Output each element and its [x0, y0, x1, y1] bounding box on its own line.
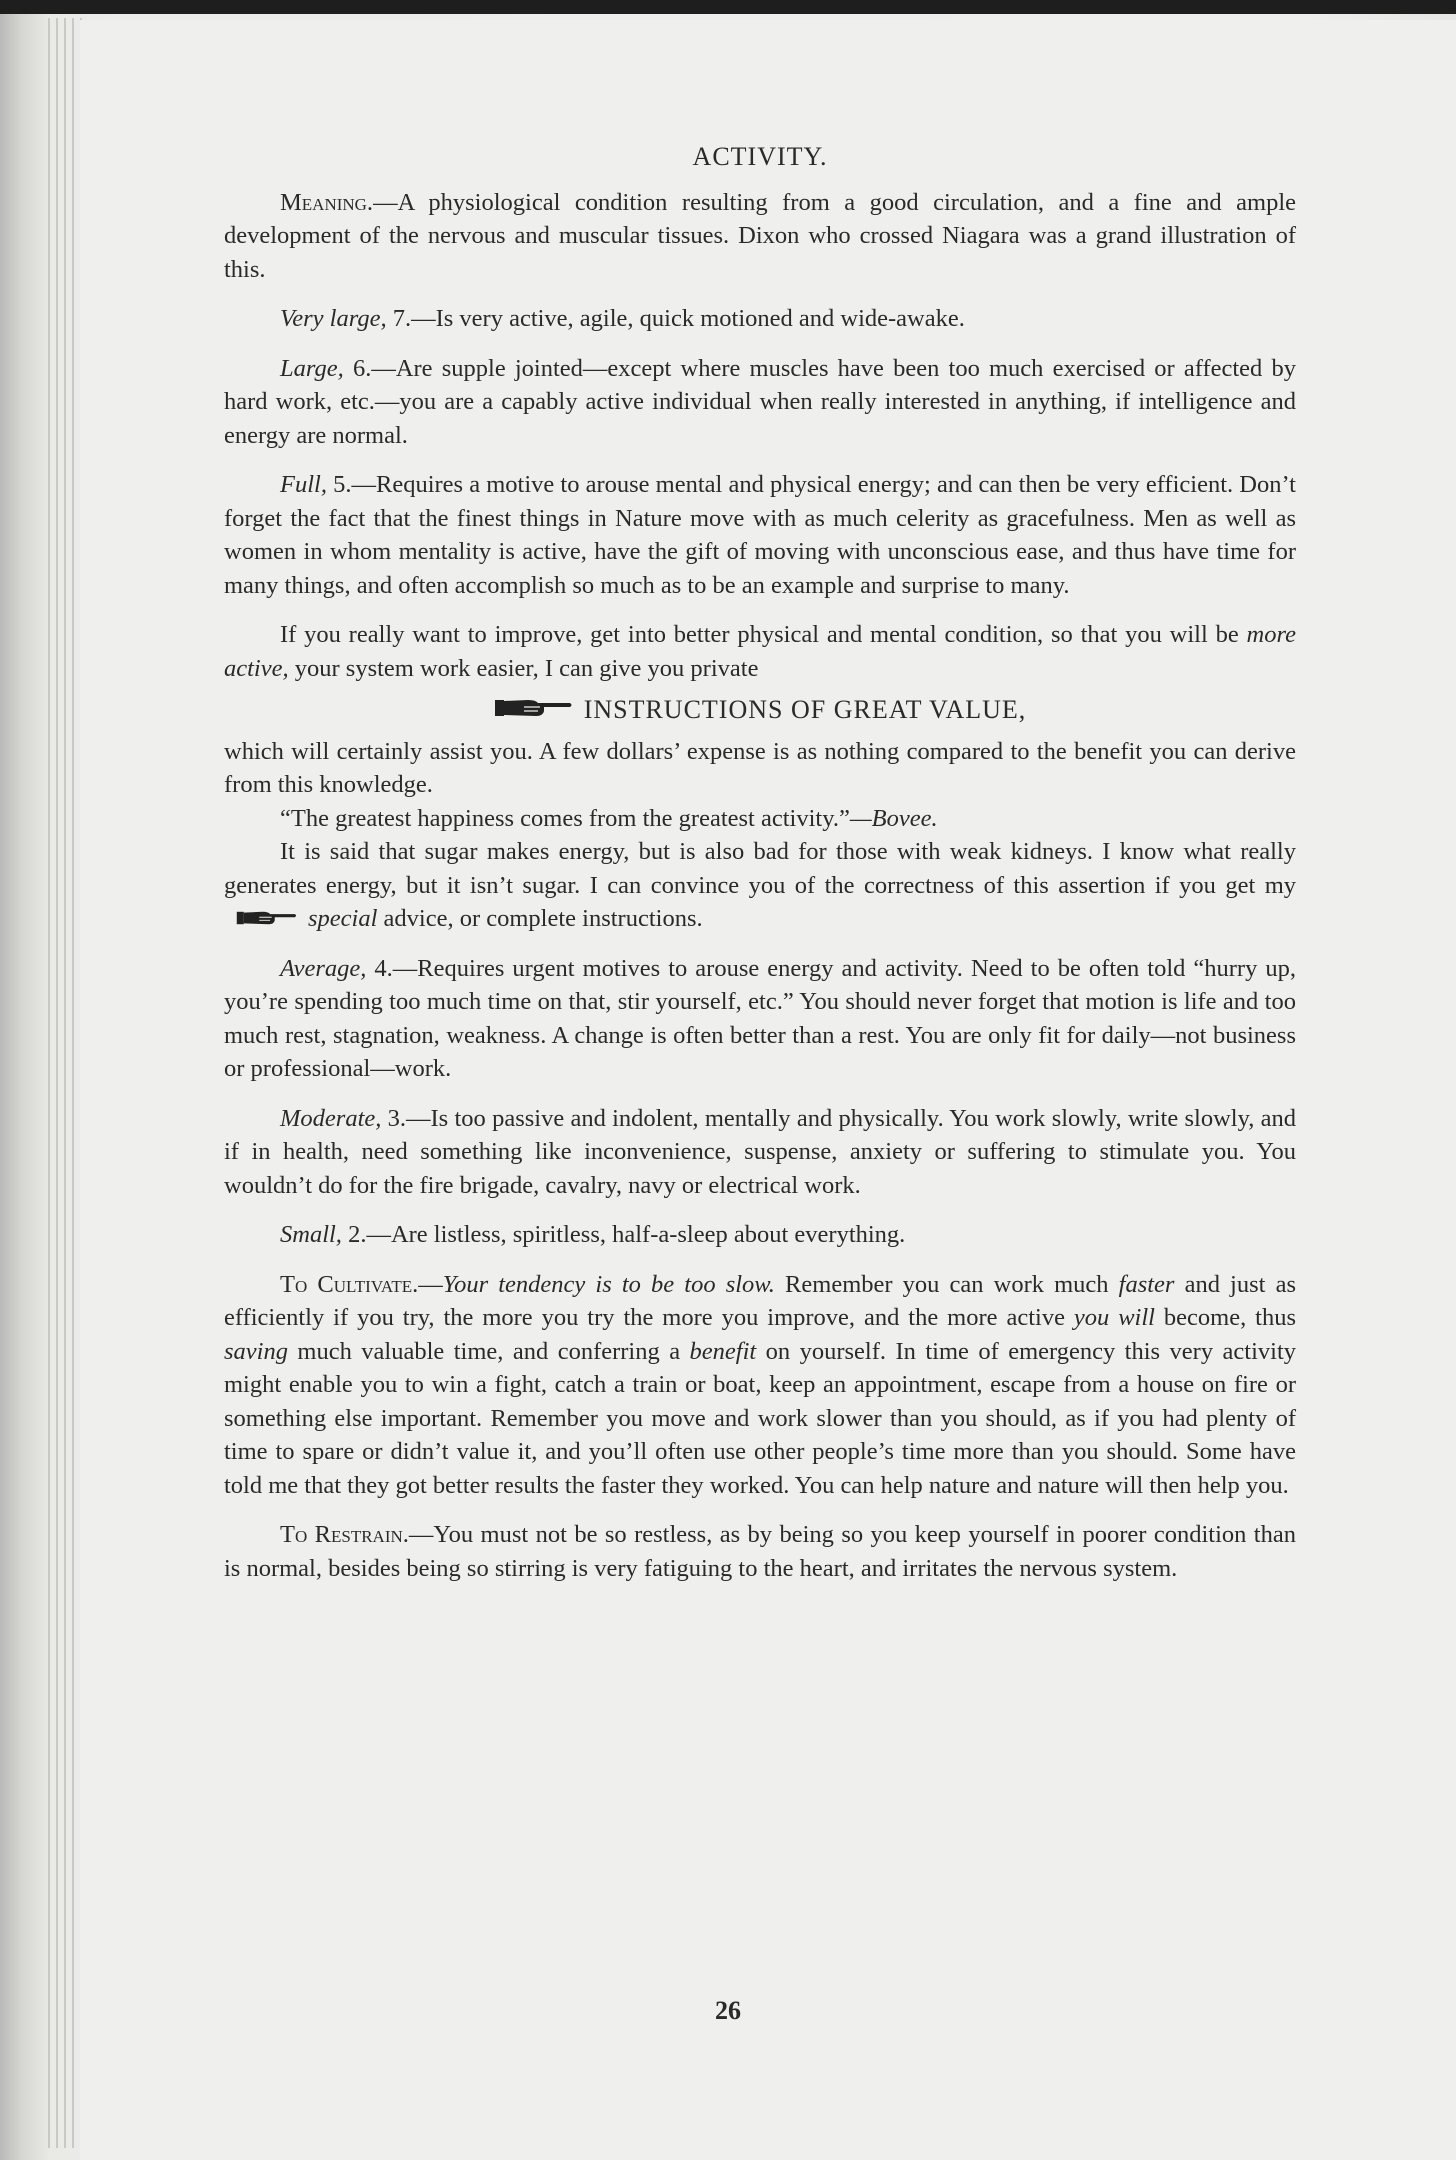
- sugar-emphasis: special: [308, 905, 378, 932]
- very-large-label: Very large,: [280, 305, 387, 332]
- paragraph-assist: which will certainly assist you. A few dollars’ expense is as nothing compared to the benefit you can derive from this knowledge.: [224, 737, 1296, 798]
- cultivate-text-4: much valuable time, and conferring a: [287, 1337, 690, 1365]
- cultivate-text-5: on yourself. In time of emergency this very activity might enable you to win a fight, catch a train or boat, keep an appointment, escape from a house on fire or something else important. Remember you move and work slower than you should, as if you had plenty of time to spare or didn’t value it, and you’ll often use other people’s time more than you should. Some have told me that they got better results the faster they worked. You can help nature and nature will then help you.: [224, 1337, 1296, 1499]
- quote-text: “The greatest happiness comes from the greatest activity.”: [280, 804, 850, 832]
- improve-emphasis: more active,: [224, 621, 1296, 682]
- paragraph-large: [224, 352, 1296, 453]
- quote-author: —Bovee.: [849, 804, 938, 832]
- full-label: Full,: [280, 471, 327, 498]
- paragraph-improve: [224, 618, 1296, 685]
- page-stack-edge: [48, 18, 82, 2148]
- cultivate-text-3: become, thus: [1154, 1304, 1296, 1331]
- average-text: 4.—Requires urgent motives to arouse energy and activity. Need to be often told “hurry up, you’re spending too much time on that, stir yourself, etc.” You should never forget that motion is life and too much rest, stagnation, weakness. A change is often better than a rest. You are only fit for daily—not business or professional—work.: [224, 954, 1296, 1082]
- cultivate-text-2: and just as efficiently if you try, the more you try the more you improve, and the more active: [224, 1270, 1296, 1331]
- restrain-text: —You must not be so restless, as by being so you keep yourself in poorer condition than is normal, besides being so stirring is very fatiguing to the heart, and irritates the nervous system.: [224, 1521, 1296, 1582]
- small-text: 2.—Are listless, spiritless, half-a-sleep about everything.: [341, 1221, 906, 1248]
- cultivate-emphasis-3: you will: [1073, 1304, 1155, 1331]
- paragraph-full: [224, 468, 1296, 602]
- average-label: Average,: [280, 954, 367, 982]
- cultivate-dash: —: [418, 1270, 443, 1298]
- large-label: Large,: [280, 354, 344, 382]
- paragraph-moderate: [224, 1102, 1296, 1203]
- cultivate-emphasis-1: Your tendency is to be too slow.: [442, 1270, 775, 1298]
- cultivate-emphasis-4: saving: [224, 1337, 288, 1365]
- page-number: 26: [715, 1996, 741, 2025]
- scanner-top-edge: [0, 0, 1456, 14]
- cultivate-emphasis-5: benefit: [689, 1337, 757, 1365]
- page-title: ACTIVITY.: [692, 142, 828, 171]
- paragraph-quote: [224, 802, 1296, 836]
- full-text: 5.—Requires a motive to arouse mental and physical energy; and can then be very efficient. Don’t forget the fact that the finest things in Nature move with as much celerity as gracefulness. Men as well as women in whom mentality is active, have the gift of moving with unconscious ease, and thus have time for many things, and often accomplish so much as to be an example and surprise to many.: [224, 471, 1296, 599]
- restrain-label: To Restrain.: [280, 1521, 409, 1548]
- cultivate-text-1: Remember you can work much: [774, 1270, 1119, 1298]
- instructions-heading-line: [224, 693, 1296, 727]
- improve-before: If you really want to improve, get into better physical and mental condition, so that you will be: [280, 621, 1247, 648]
- paragraph-meaning: [224, 186, 1296, 287]
- sugar-after: advice, or complete instructions.: [377, 905, 703, 932]
- meaning-text: —A physiological condition resulting from a good circulation, and a fine and ample development of the nervous and muscular tissues. Dixon who crossed Niagara was a grand illustration of this.: [224, 188, 1296, 283]
- instructions-heading: INSTRUCTIONS OF GREAT VALUE,: [583, 695, 1027, 724]
- small-label: Small,: [280, 1221, 342, 1248]
- paragraph-sugar: [224, 835, 1296, 936]
- paragraph-average: [224, 952, 1296, 1086]
- pointing-hand-icon: [494, 695, 574, 721]
- improve-after: your system work easier, I can give you private: [288, 654, 759, 682]
- pointing-hand-icon: [236, 907, 298, 929]
- cultivate-emphasis-2: faster: [1118, 1270, 1175, 1298]
- very-large-text: 7.—Is very active, agile, quick motioned and wide-awake.: [386, 305, 965, 332]
- page-body: [224, 140, 1296, 1601]
- meaning-label: Meaning.: [280, 188, 374, 216]
- paragraph-small: [224, 1218, 1296, 1252]
- large-text: 6.—Are supple jointed—except where muscles have been too much exercised or affected by hard work, etc.—you are a capably active individual when really interested in anything, if intelligence and energy are normal.: [224, 354, 1296, 449]
- moderate-label: Moderate,: [280, 1104, 382, 1132]
- moderate-text: 3.—Is too passive and indolent, mentally and physically. You work slowly, write slowly, and if in health, need something like inconvenience, suspense, anxiety or suffering to stimulate you. You wouldn’t do for the fire brigade, cavalry, navy or electrical work.: [224, 1104, 1296, 1199]
- paragraph-restrain: [224, 1518, 1296, 1585]
- paragraph-very-large: [224, 302, 1296, 336]
- paragraph-cultivate: [224, 1268, 1296, 1503]
- sugar-before: It is said that sugar makes energy, but is also bad for those with weak kidneys. I know what really generates energy, but it isn’t sugar. I can convince you of the correctness of this assertion if you get my: [224, 838, 1296, 899]
- cultivate-label: To Cultivate.: [280, 1270, 419, 1298]
